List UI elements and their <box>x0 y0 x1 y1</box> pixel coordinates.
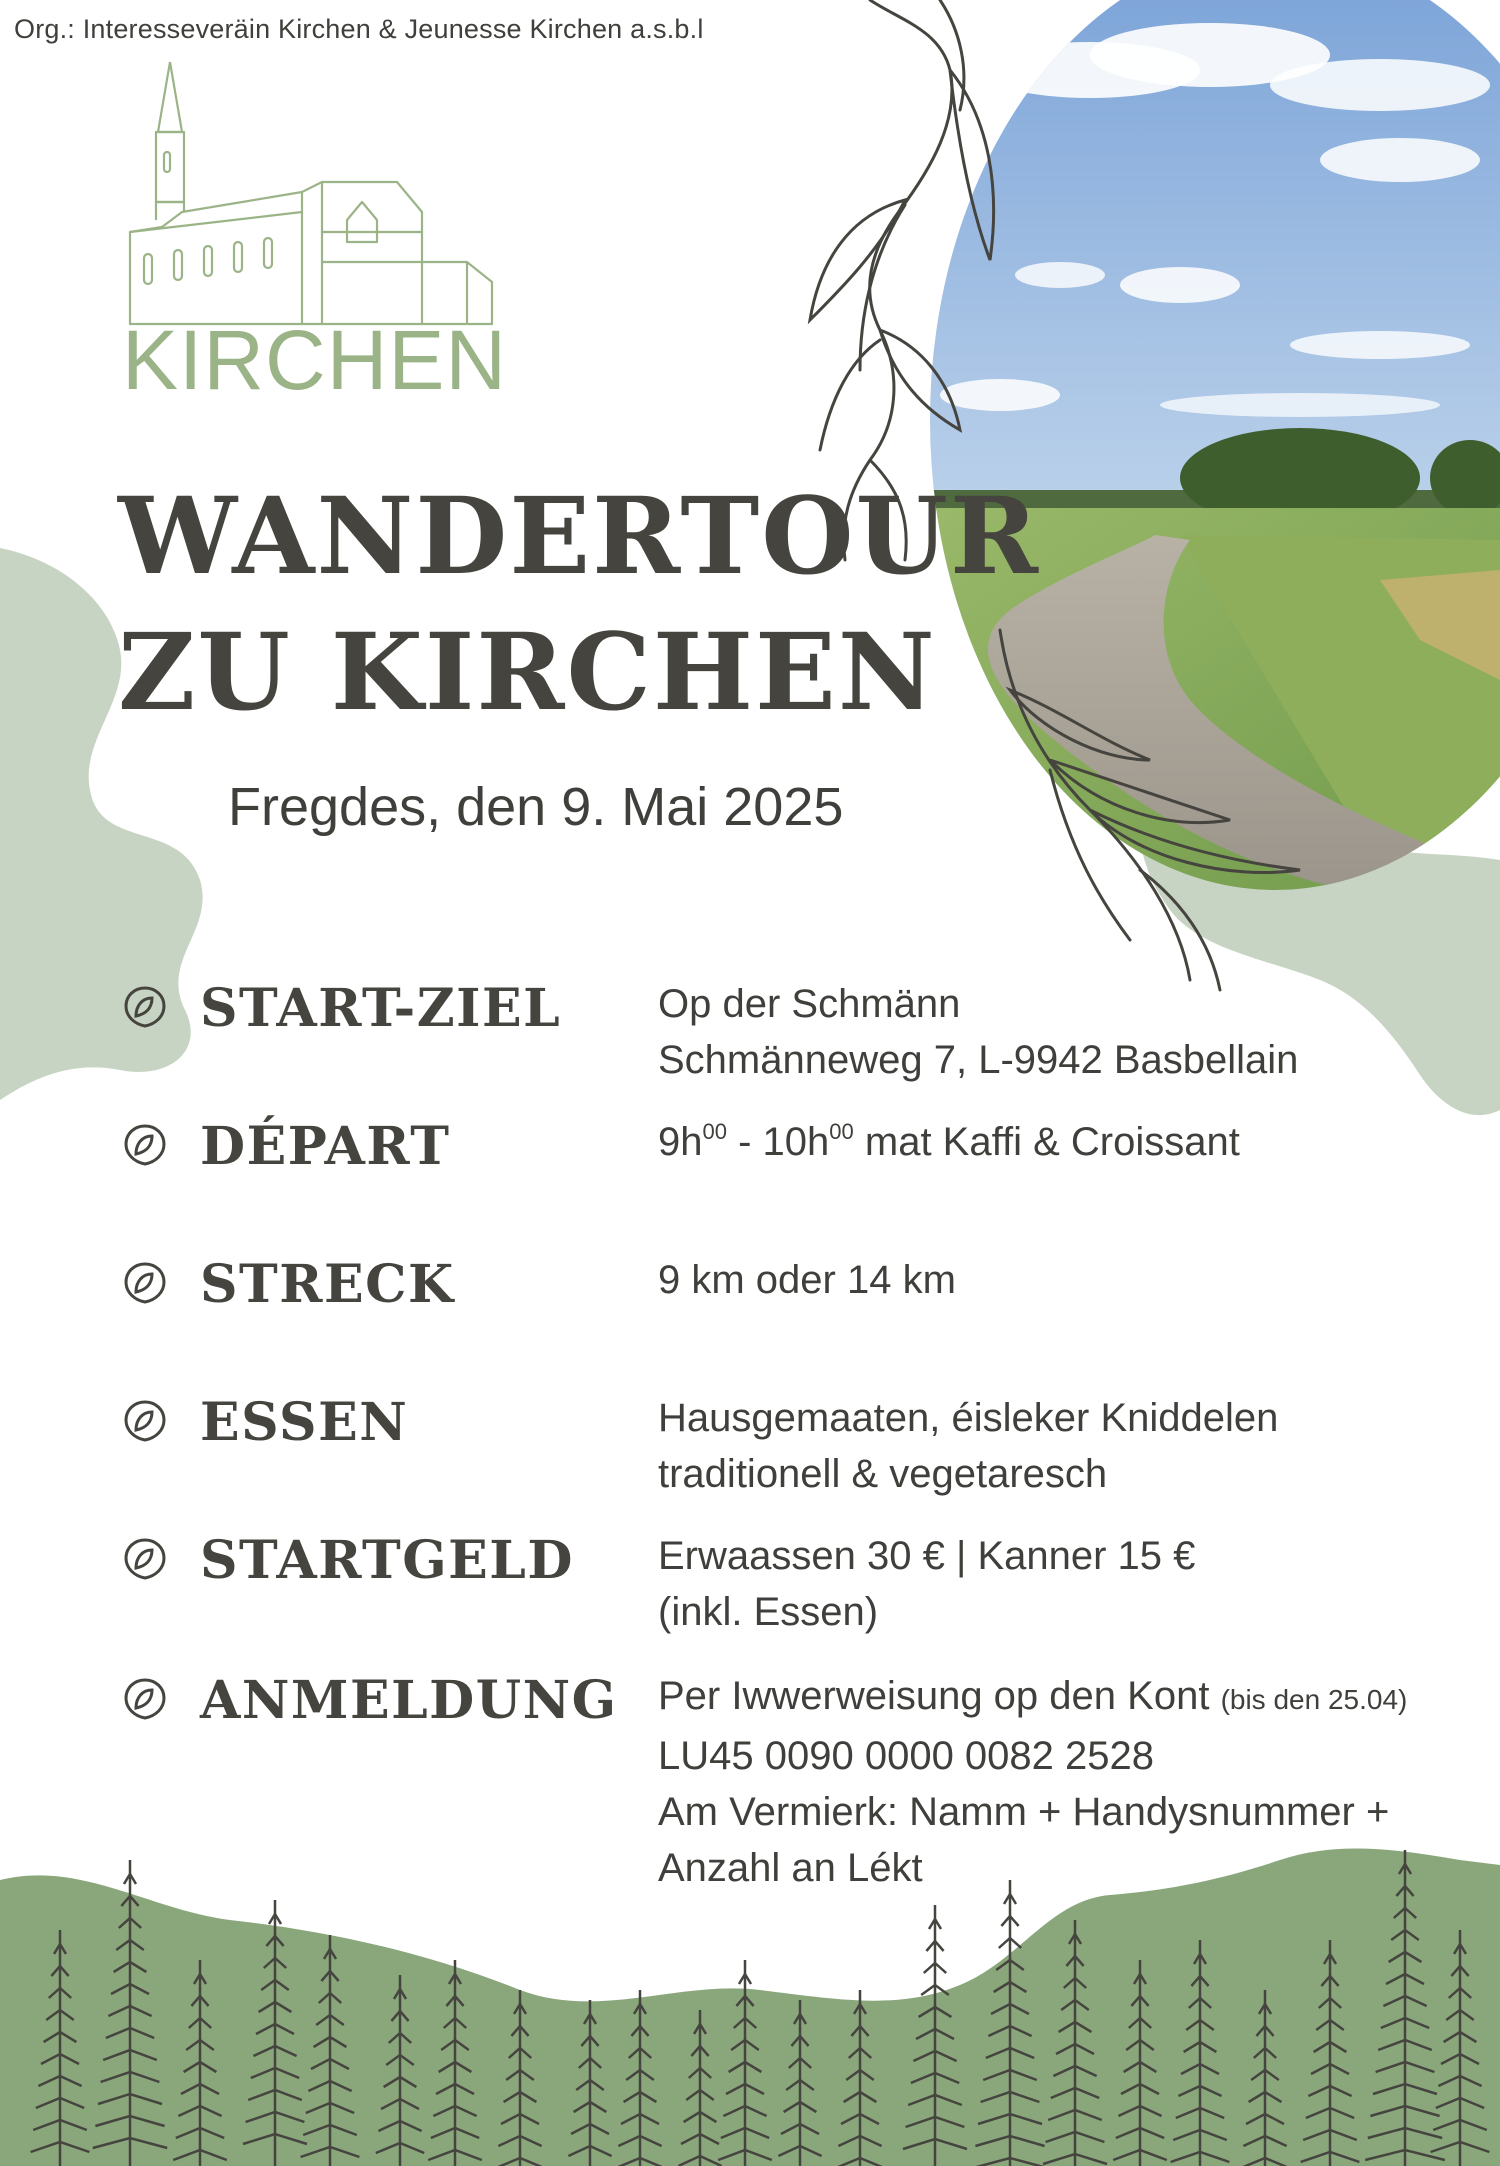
startgeld-value <box>658 1528 1195 1640</box>
streck-value <box>658 1252 956 1308</box>
startgeld-line-1: Erwaassen 30 € | Kanner 15 € <box>658 1534 1196 1578</box>
anmeldung-value <box>658 1668 1407 1896</box>
start-line-2: Schmänneweg 7, L-9942 Basbellain <box>658 1038 1299 1082</box>
title-line-2: ZU KIRCHEN <box>118 609 937 734</box>
anmeldung-deadline: (bis den 25.04) <box>1220 1684 1408 1715</box>
title-line-1: WANDERTOUR <box>118 473 1041 598</box>
depart-value <box>658 1114 1240 1170</box>
streck-line-1: 9 km oder 14 km <box>658 1258 956 1302</box>
logo-wordmark: KIRCHEN <box>122 313 508 407</box>
depart-end-minutes: 00 <box>829 1119 854 1144</box>
streck-label: STRECK <box>200 1254 455 1315</box>
location-pin-icon <box>120 1120 170 1170</box>
location-pin-icon <box>120 1674 170 1724</box>
essen-label: ESSEN <box>200 1392 409 1453</box>
event-title <box>118 468 1040 740</box>
event-date: Fregdes, den 9. Mai 2025 <box>228 777 844 837</box>
anmeldung-instruction: Per Iwwerweisung op den Kont <box>658 1674 1210 1718</box>
start-line-1: Op der Schmänn <box>658 982 961 1026</box>
depart-line <box>658 1114 1240 1170</box>
location-pin-icon <box>120 1396 170 1446</box>
depart-label: DÉPART <box>200 1116 451 1177</box>
anmeldung-line-1 <box>658 1668 1407 1728</box>
essen-line-2: traditionell & vegetaresch <box>658 1452 1108 1496</box>
startgeld-line-2: (inkl. Essen) <box>658 1590 879 1634</box>
location-pin-icon <box>120 1534 170 1584</box>
depart-end-hour: - 10h <box>726 1120 830 1164</box>
depart-extras: mat Kaffi & Croissant <box>853 1120 1240 1164</box>
depart-start-hour: 9h <box>658 1120 703 1164</box>
anmeldung-line-2: LU45 0090 0000 0082 2528 <box>658 1734 1155 1778</box>
start-label: START-ZIEL <box>200 978 562 1039</box>
location-pin-icon <box>120 1258 170 1308</box>
essen-line-1: Hausgemaaten, éisleker Kniddelen <box>658 1396 1279 1440</box>
depart-start-minutes: 00 <box>702 1119 727 1144</box>
organizer-text: Org.: Interesseveräin Kirchen & Jeunesse Kirchen a.s.b.l <box>14 14 704 44</box>
startgeld-label: STARTGELD <box>200 1530 574 1591</box>
anmeldung-line-4: Anzahl an Lékt <box>658 1846 923 1890</box>
start-value <box>658 976 1298 1088</box>
anmeldung-line-3: Am Vermierk: Namm + Handysnummer + <box>658 1790 1390 1834</box>
essen-value <box>658 1390 1278 1502</box>
location-pin-icon <box>120 982 170 1032</box>
anmeldung-label: ANMELDUNG <box>200 1670 618 1731</box>
